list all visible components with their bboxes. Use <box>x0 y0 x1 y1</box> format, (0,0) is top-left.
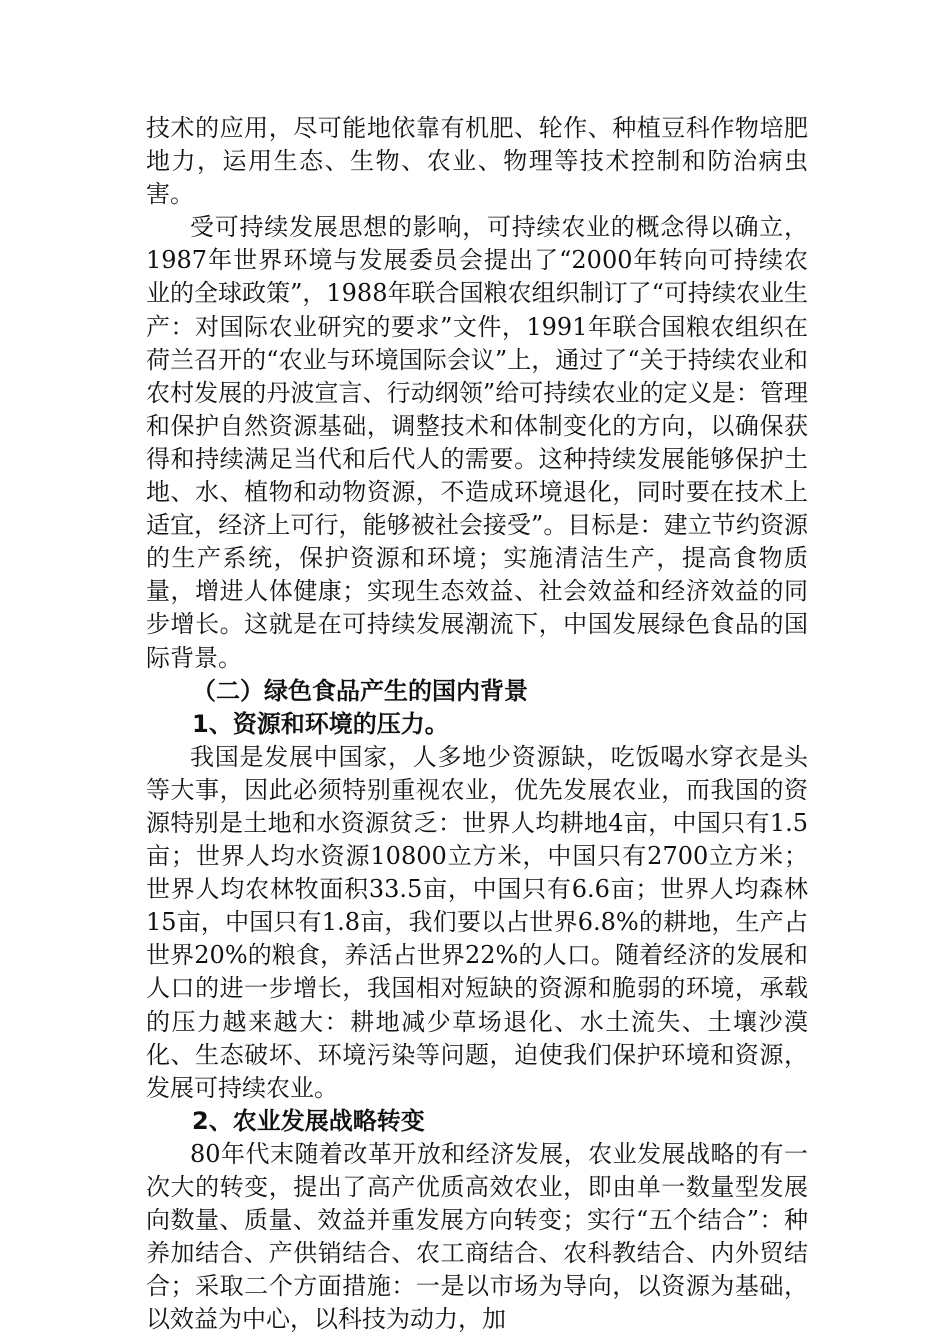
section-heading-domestic-background: （二）绿色食品产生的国内背景 <box>192 676 528 705</box>
subheading-strategy-shift: 2、农业发展战略转变 <box>192 1106 425 1135</box>
subheading-resource-pressure: 1、资源和环境的压力。 <box>192 709 449 738</box>
paragraph-strategy-shift: 80年代末随着改革开放和经济发展，农业发展战略的有一次大的转变，提出了高产优质高效农业，即由单一数量型发展向数量、质量、效益并重发展方向转变；实行“五个结合”：种养加结合、产供销结合、农工商结合、农科教结合、内外贸结合；采取二个方面措施：一是以市场为导向，以资源为基础，以效益为中心，以科技为动力，加 <box>146 1139 808 1334</box>
paragraph-sustainable-agriculture: 受可持续发展思想的影响，可持续农业的概念得以确立，1987年世界环境与发展委员会提出了“2000年转向可持续农业的全球政策”，1988年联合国粮农组织制订了“可持续农业生产：对国际农业研究的要求”文件，1991年联合国粮农组织在荷兰召开的“农业与环境国际会议”上，通过了“关于持续农业和农村发展的丹波宣言、行动纲领”给可持续农业的定义是：管理和保护自然资源基础，调整技术和体制变化的方向，以确保获得和持续满足当代和后代人的需要。这种持续发展能够保护土地、水、植物和动物资源，不造成环境退化，同时要在技术上适宜，经济上可行，能够被社会接受”。目标是：建立节约资源的生产系统，保护资源和环境；实施清洁生产，提高食物质量，增进人体健康；实现生态效益、社会效益和经济效益的同步增长。这就是在可持续发展潮流下，中国发展绿色食品的国际背景。 <box>146 213 808 672</box>
paragraph-resource-pressure: 我国是发展中国家，人多地少资源缺，吃饭喝水穿衣是头等大事，因此必须特别重视农业，优先发展农业，而我国的资源特别是土地和水资源贫乏：世界人均耕地4亩，中国只有1.5亩；世界人均水资源10800立方米，中国只有2700立方米；世界人均农林牧面积33.5亩，中国只有6.6亩；世界人均森林15亩，中国只有1.8亩，我们要以占世界6.8%的耕地，生产占世界20%的粮食，养活占世界22%的人口。随着经济的发展和人口的进一步增长，我国相对短缺的资源和脆弱的环境，承载的压力越来越大：耕地减少草场退化、水土流失、土壤沙漠化、生态破坏、环境污染等问题，迫使我们保护环境和资源，发展可持续农业。 <box>146 742 808 1102</box>
document-body <box>146 112 808 1336</box>
paragraph-continuation: 技术的应用，尽可能地依靠有机肥、轮作、种植豆科作物培肥地力，运用生态、生物、农业、物理等技术控制和防治病虫害。 <box>146 114 808 209</box>
